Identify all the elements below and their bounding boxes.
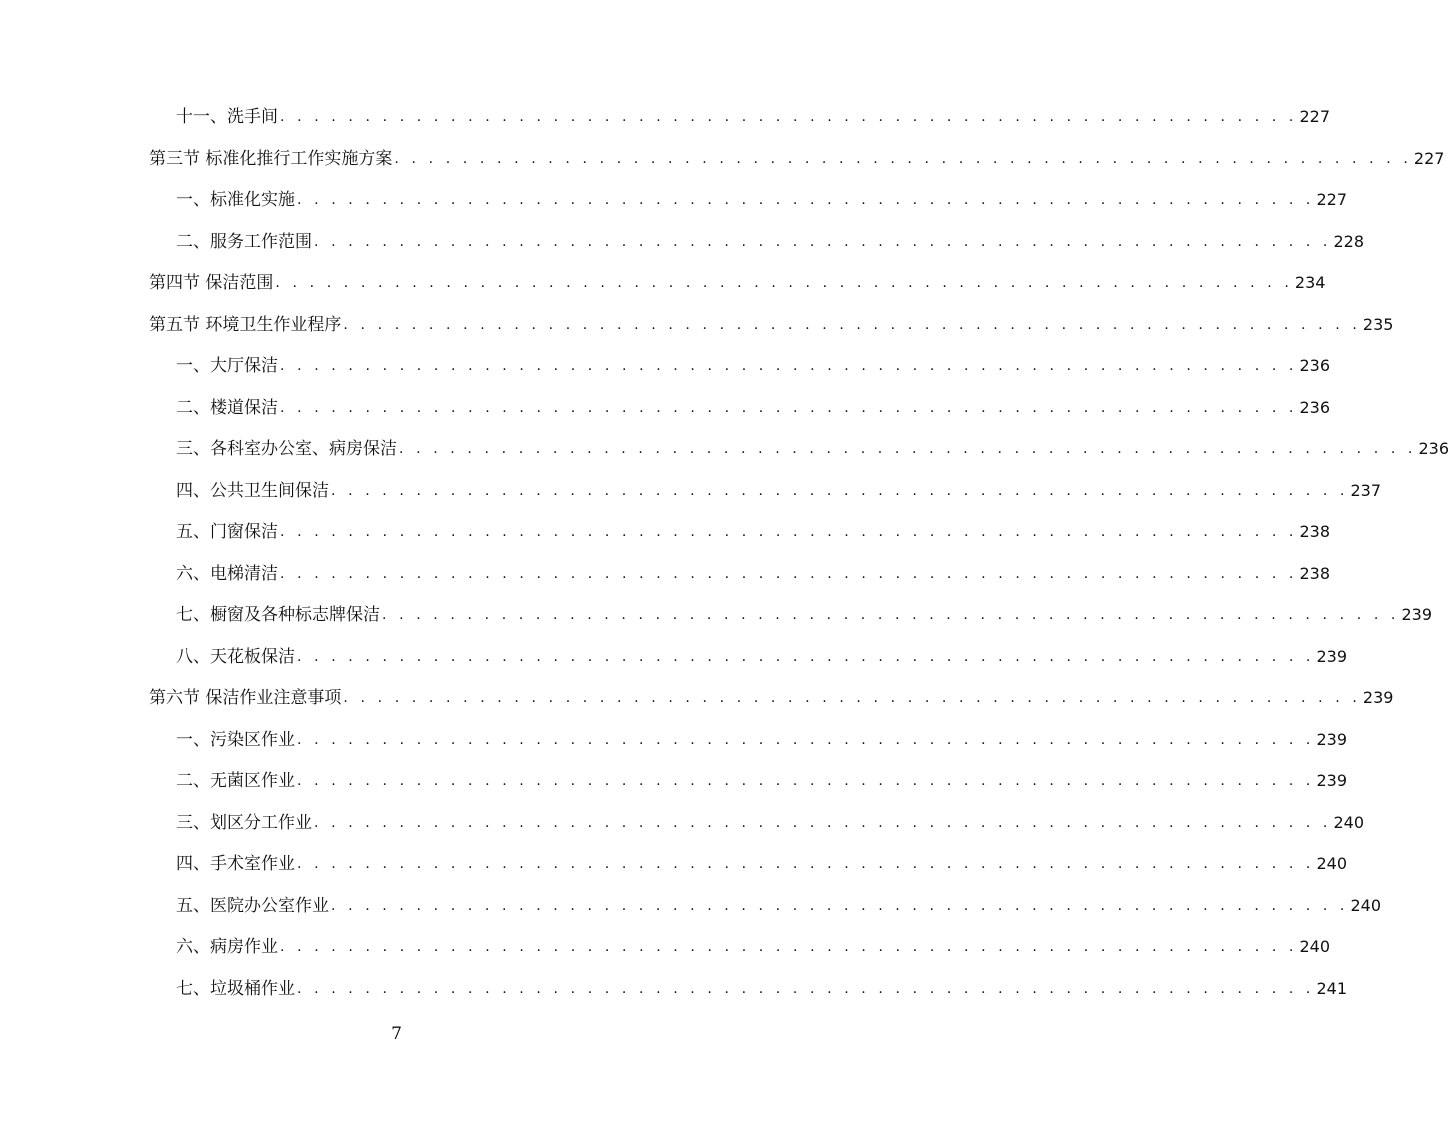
toc-entry-page: 227 <box>1316 190 1348 209</box>
toc-entry-page: 240 <box>1350 896 1382 915</box>
toc-entry-title: 三、划区分工作业 <box>176 813 312 833</box>
toc-entry <box>176 970 1348 1000</box>
toc-dot-leader: . . . . . . . . . . . . . . . . . . . . . . . . . . . . . . . . . . . . . . . . . . . . . . . . . . . . . . . . . . . . <box>297 856 1315 872</box>
toc-entry-page: 240 <box>1299 937 1331 956</box>
toc-entry <box>176 181 1348 211</box>
toc-entry-title: 七、垃圾桶作业 <box>176 979 295 999</box>
toc-entry <box>176 347 1331 377</box>
toc-entry <box>176 98 1331 128</box>
toc-entry-title: 五、门窗保洁 <box>176 522 278 542</box>
toc-entry <box>176 804 1365 834</box>
toc-dot-leader: . . . . . . . . . . . . . . . . . . . . . . . . . . . . . . . . . . . . . . . . . . . . . . . . . . . . . . . . . . . . <box>343 317 1361 333</box>
toc-entry <box>176 721 1348 751</box>
toc-dot-leader: . . . . . . . . . . . . . . . . . . . . . . . . . . . . . . . . . . . . . . . . . . . . . . . . . . . . . . . . . . . . <box>280 566 1298 582</box>
toc-dot-leader: . . . . . . . . . . . . . . . . . . . . . . . . . . . . . . . . . . . . . . . . . . . . . . . . . . . . . . . . . . . . <box>331 898 1349 914</box>
toc-entry-page: 237 <box>1350 481 1382 500</box>
toc-entry-title: 八、天花板保洁 <box>176 647 295 667</box>
toc-entry-page: 236 <box>1299 398 1331 417</box>
toc-entry <box>176 638 1348 668</box>
toc-entry <box>176 845 1348 875</box>
toc-entry-title: 一、大厅保洁 <box>176 356 278 376</box>
toc-dot-leader: . . . . . . . . . . . . . . . . . . . . . . . . . . . . . . . . . . . . . . . . . . . . . . . . . . . . . . . . . . . . <box>297 192 1315 208</box>
toc-entry-title: 十一、洗手间 <box>176 107 278 127</box>
toc-entry-page: 227 <box>1299 107 1331 126</box>
toc-entry <box>176 430 1449 460</box>
toc-entry-title: 第三节 标准化推行工作实施方案 <box>149 149 393 169</box>
toc-entry-page: 227 <box>1413 149 1445 168</box>
toc-entry-title: 四、手术室作业 <box>176 854 295 874</box>
toc-entry <box>176 887 1382 917</box>
toc-entry-page: 239 <box>1362 688 1394 707</box>
toc-dot-leader: . . . . . . . . . . . . . . . . . . . . . . . . . . . . . . . . . . . . . . . . . . . . . . . . . . . . . . . . . . . . <box>280 400 1298 416</box>
toc-entry-page: 239 <box>1316 771 1348 790</box>
toc-entry-title: 五、医院办公室作业 <box>176 896 329 916</box>
toc-entry-page: 236 <box>1418 439 1449 458</box>
toc-entry-title: 一、污染区作业 <box>176 730 295 750</box>
toc-entry <box>149 306 1394 336</box>
toc-entry-page: 238 <box>1299 522 1331 541</box>
toc-entry <box>149 264 1326 294</box>
toc-dot-leader: . . . . . . . . . . . . . . . . . . . . . . . . . . . . . . . . . . . . . . . . . . . . . . . . . . . . . . . . . . . . <box>280 109 1298 125</box>
toc-dot-leader: . . . . . . . . . . . . . . . . . . . . . . . . . . . . . . . . . . . . . . . . . . . . . . . . . . . . . . . . . . . . <box>314 234 1332 250</box>
toc-entry <box>176 928 1331 958</box>
toc-entry-title: 第六节 保洁作业注意事项 <box>149 688 342 708</box>
toc-entry <box>176 555 1331 585</box>
toc-entry-title: 六、电梯清洁 <box>176 564 278 584</box>
toc-entry-page: 235 <box>1362 315 1394 334</box>
toc-dot-leader: . . . . . . . . . . . . . . . . . . . . . . . . . . . . . . . . . . . . . . . . . . . . . . . . . . . . . . . . . . . . <box>297 732 1315 748</box>
toc-dot-leader: . . . . . . . . . . . . . . . . . . . . . . . . . . . . . . . . . . . . . . . . . . . . . . . . . . . . . . . . . . . . <box>394 151 1412 167</box>
toc-dot-leader: . . . . . . . . . . . . . . . . . . . . . . . . . . . . . . . . . . . . . . . . . . . . . . . . . . . . . . . . . . . . <box>297 773 1315 789</box>
toc-entry <box>176 223 1365 253</box>
toc-entry-title: 二、楼道保洁 <box>176 398 278 418</box>
toc-entry-page: 236 <box>1299 356 1331 375</box>
toc-dot-leader: . . . . . . . . . . . . . . . . . . . . . . . . . . . . . . . . . . . . . . . . . . . . . . . . . . . . . . . . . . . . <box>382 607 1400 623</box>
toc-entry-page: 234 <box>1294 273 1326 292</box>
toc-entry-title: 七、橱窗及各种标志牌保洁 <box>176 605 380 625</box>
toc-dot-leader: . . . . . . . . . . . . . . . . . . . . . . . . . . . . . . . . . . . . . . . . . . . . . . . . . . . . . . . . . . . . <box>280 358 1298 374</box>
toc-entry <box>149 679 1394 709</box>
toc-dot-leader: . . . . . . . . . . . . . . . . . . . . . . . . . . . . . . . . . . . . . . . . . . . . . . . . . . . . . . . . . . . . <box>297 981 1315 997</box>
toc-dot-leader: . . . . . . . . . . . . . . . . . . . . . . . . . . . . . . . . . . . . . . . . . . . . . . . . . . . . . . . . . . . . <box>275 275 1293 291</box>
toc-entry-title: 四、公共卫生间保洁 <box>176 481 329 501</box>
toc-entry <box>176 389 1331 419</box>
toc-entry-page: 241 <box>1316 979 1348 998</box>
toc-entry-page: 228 <box>1333 232 1365 251</box>
toc-entry-title: 第四节 保洁范围 <box>149 273 274 293</box>
page-number: 7 <box>391 1024 402 1044</box>
toc-entry-page: 240 <box>1316 854 1348 873</box>
toc-entry-title: 第五节 环境卫生作业程序 <box>149 315 342 335</box>
toc-entry-page: 239 <box>1401 605 1433 624</box>
toc-entry-title: 一、标准化实施 <box>176 190 295 210</box>
toc-dot-leader: . . . . . . . . . . . . . . . . . . . . . . . . . . . . . . . . . . . . . . . . . . . . . . . . . . . . . . . . . . . . <box>399 441 1417 457</box>
toc-entry-title: 三、各科室办公室、病房保洁 <box>176 439 397 459</box>
toc-entry-page: 240 <box>1333 813 1365 832</box>
toc-entry-title: 二、服务工作范围 <box>176 232 312 252</box>
toc-entry-page: 238 <box>1299 564 1331 583</box>
toc-dot-leader: . . . . . . . . . . . . . . . . . . . . . . . . . . . . . . . . . . . . . . . . . . . . . . . . . . . . . . . . . . . . <box>280 524 1298 540</box>
toc-dot-leader: . . . . . . . . . . . . . . . . . . . . . . . . . . . . . . . . . . . . . . . . . . . . . . . . . . . . . . . . . . . . <box>331 483 1349 499</box>
toc-entry <box>176 762 1348 792</box>
toc-entry-title: 六、病房作业 <box>176 937 278 957</box>
toc-entry <box>176 596 1433 626</box>
toc-dot-leader: . . . . . . . . . . . . . . . . . . . . . . . . . . . . . . . . . . . . . . . . . . . . . . . . . . . . . . . . . . . . <box>280 939 1298 955</box>
toc-entry-title: 二、无菌区作业 <box>176 771 295 791</box>
toc-dot-leader: . . . . . . . . . . . . . . . . . . . . . . . . . . . . . . . . . . . . . . . . . . . . . . . . . . . . . . . . . . . . <box>297 649 1315 665</box>
toc-dot-leader: . . . . . . . . . . . . . . . . . . . . . . . . . . . . . . . . . . . . . . . . . . . . . . . . . . . . . . . . . . . . <box>314 815 1332 831</box>
toc-entry-page: 239 <box>1316 730 1348 749</box>
toc-entry <box>149 140 1445 170</box>
toc-entry-page: 239 <box>1316 647 1348 666</box>
toc-entry <box>176 472 1382 502</box>
toc-dot-leader: . . . . . . . . . . . . . . . . . . . . . . . . . . . . . . . . . . . . . . . . . . . . . . . . . . . . . . . . . . . . <box>343 690 1361 706</box>
toc-entry <box>176 513 1331 543</box>
